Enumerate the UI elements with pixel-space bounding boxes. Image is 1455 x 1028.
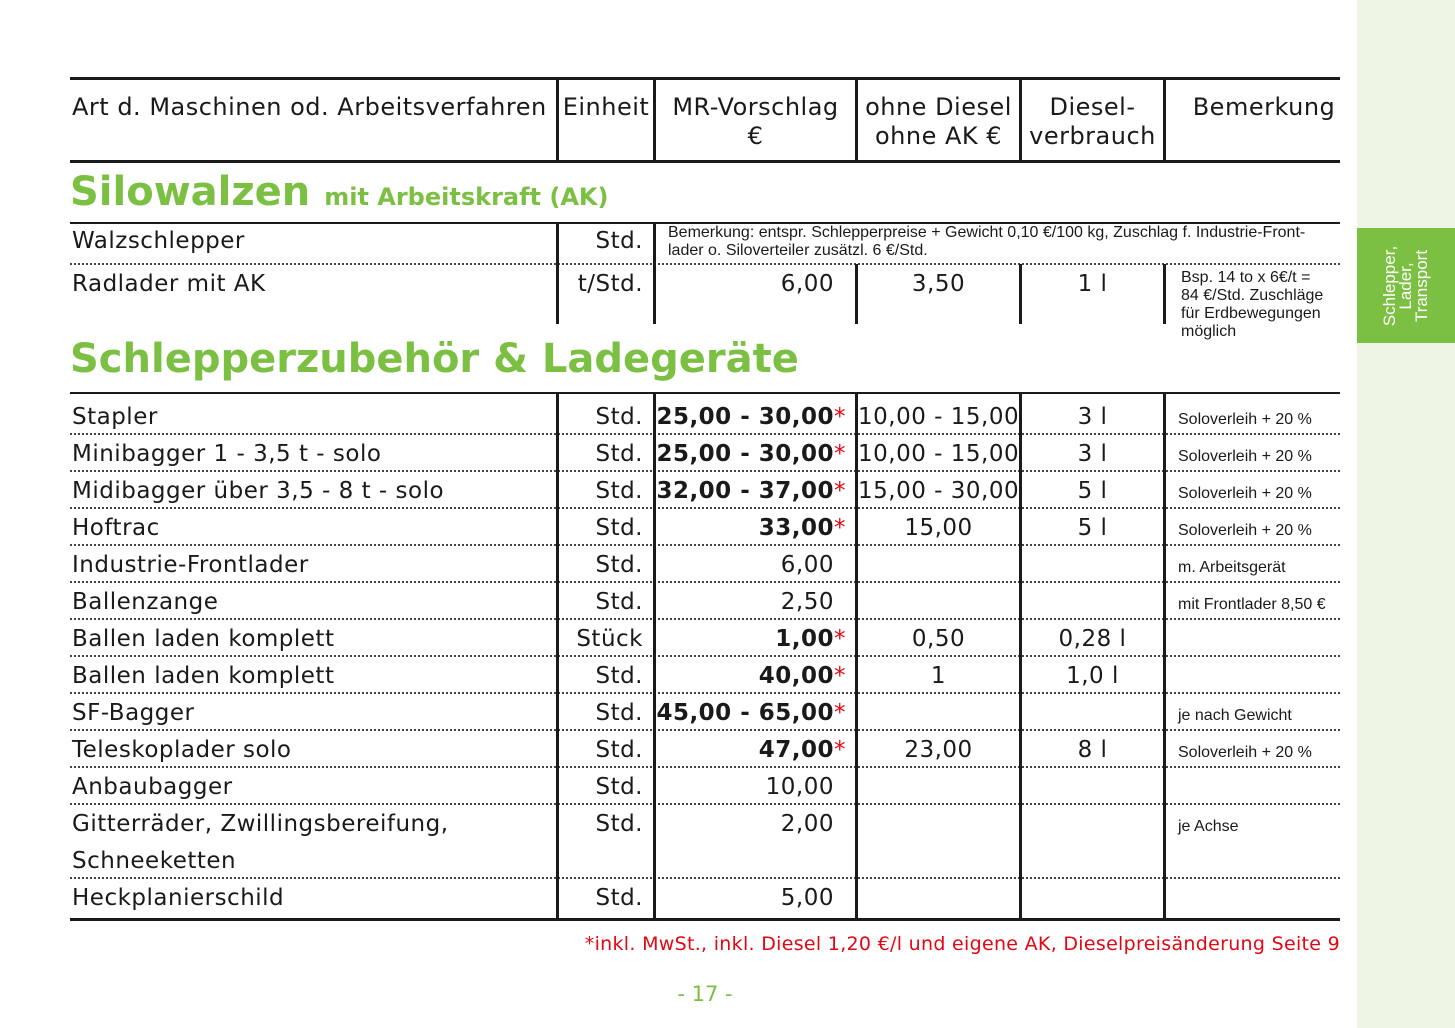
row-divider xyxy=(70,877,1340,879)
row-name: Gitterräder, Zwillingsbereifung, xyxy=(72,811,449,837)
row-unit: Std. xyxy=(595,700,643,726)
chapter-tab-line: Schlepper, xyxy=(1380,245,1399,326)
row-name: Walzschlepper xyxy=(72,228,245,254)
row-divider xyxy=(70,433,1340,435)
row-diesel: 3 l xyxy=(1077,441,1108,467)
row-name: SF-Bagger xyxy=(72,700,195,726)
row-price xyxy=(656,810,848,838)
header-mr-price-line: MR-Vorschlag xyxy=(672,93,839,121)
row-price-value: 45,00 - 65,00 xyxy=(656,700,834,726)
row-unit: Std. xyxy=(595,663,643,689)
row-without-diesel: 1 xyxy=(930,663,947,689)
table-bottom-rule xyxy=(70,918,1340,921)
section-title-zubehoer: Schlepperzubehör & Ladegeräte xyxy=(70,336,799,382)
row-divider xyxy=(70,544,1340,546)
row-price-value: 47,00 xyxy=(758,737,834,763)
column-divider xyxy=(653,394,656,918)
column-divider xyxy=(1019,394,1022,918)
row-divider xyxy=(70,581,1340,583)
row-without-diesel: 15,00 xyxy=(904,515,973,541)
row-remark-line: 84 €/Std. Zuschläge xyxy=(1181,287,1324,304)
row-diesel: 8 l xyxy=(1077,737,1108,763)
row-name: Ballen laden komplett xyxy=(72,663,335,689)
row-remark: Soloverleih + 20 % xyxy=(1178,522,1312,539)
row-name: Anbaubagger xyxy=(72,774,233,800)
column-divider xyxy=(1163,394,1166,918)
row-name: Heckplanierschild xyxy=(72,885,285,911)
row-name: Ballen laden komplett xyxy=(72,626,335,652)
row-price-asterisk: * xyxy=(834,663,846,689)
row-name: Radlader mit AK xyxy=(72,271,266,297)
row-price xyxy=(656,514,848,542)
row-remark-line: möglich xyxy=(1181,323,1237,340)
row-remark xyxy=(1181,269,1323,341)
row-price-asterisk: * xyxy=(834,441,846,467)
row-without-diesel: 15,00 - 30,00 xyxy=(858,478,1020,504)
column-divider xyxy=(1163,264,1166,324)
row-diesel: 1 l xyxy=(1077,271,1108,297)
chapter-tab-label xyxy=(1382,245,1430,325)
column-divider xyxy=(556,394,559,918)
row-price xyxy=(656,662,848,690)
row-price xyxy=(656,699,848,727)
header-without-diesel-line: ohne AK € xyxy=(874,122,1003,150)
row-divider xyxy=(70,766,1340,768)
header-diesel-usage xyxy=(1022,93,1163,151)
row-unit: t/Std. xyxy=(577,271,643,297)
row-without-diesel: 10,00 - 15,00 xyxy=(858,441,1020,467)
row-divider xyxy=(70,729,1340,731)
row-price: 6,00 xyxy=(780,271,834,297)
sidebar-strip xyxy=(1357,0,1455,1028)
row-price xyxy=(656,773,848,801)
row-price-value: 2,00 xyxy=(780,811,834,837)
row-name: Ballenzange xyxy=(72,589,219,615)
row-unit: Std. xyxy=(595,737,643,763)
row-without-diesel: 3,50 xyxy=(911,271,966,297)
chapter-tab-line: Transport xyxy=(1412,249,1431,322)
row-remark xyxy=(668,224,1305,260)
chapter-tab[interactable] xyxy=(1357,228,1455,343)
row-name: Stapler xyxy=(72,404,158,430)
row-without-diesel: 0,50 xyxy=(911,626,966,652)
row-name: Industrie-Frontlader xyxy=(72,552,309,578)
row-name-continued: Schneeketten xyxy=(72,848,237,874)
row-price xyxy=(656,625,848,653)
row-remark-line: lader o. Siloverteiler zusätzl. 6 €/Std. xyxy=(668,242,928,259)
row-remark: mit Frontlader 8,50 € xyxy=(1178,596,1326,613)
row-price-asterisk: * xyxy=(834,626,846,652)
row-remark-line: Bsp. 14 to x 6€/t = xyxy=(1181,269,1311,286)
row-price xyxy=(656,588,848,616)
row-divider xyxy=(70,470,1340,472)
row-divider xyxy=(70,692,1340,694)
row-unit: Std. xyxy=(595,811,643,837)
row-remark: m. Arbeitsgerät xyxy=(1178,559,1286,576)
row-diesel: 5 l xyxy=(1077,515,1108,541)
header-remark: Bemerkung xyxy=(1192,93,1336,121)
row-price-value: 6,00 xyxy=(780,552,834,578)
header-without-diesel-line: ohne Diesel xyxy=(865,93,1012,121)
row-price-value: 25,00 - 30,00 xyxy=(656,404,834,430)
row-price xyxy=(656,440,848,468)
row-unit: Std. xyxy=(595,441,643,467)
row-price xyxy=(656,477,848,505)
row-name: Hoftrac xyxy=(72,515,160,541)
row-unit: Std. xyxy=(595,774,643,800)
row-diesel: 3 l xyxy=(1077,404,1108,430)
row-name: Teleskoplader solo xyxy=(72,737,292,763)
row-without-diesel: 10,00 - 15,00 xyxy=(858,404,1020,430)
row-remark-line: Bemerkung: entspr. Schlepperpreise + Gewicht 0,10 €/100 kg, Zuschlag f. Industrie-Front- xyxy=(668,224,1306,241)
row-price-value: 25,00 - 30,00 xyxy=(656,441,834,467)
header-bottom-rule xyxy=(70,160,1340,163)
row-price xyxy=(656,736,848,764)
row-unit: Std. xyxy=(595,404,643,430)
row-remark: Soloverleih + 20 % xyxy=(1178,744,1312,761)
row-name: Midibagger über 3,5 - 8 t - solo xyxy=(72,478,445,504)
row-divider xyxy=(70,803,1340,805)
section-title-silowalzen xyxy=(70,168,609,221)
header-machine: Art d. Maschinen od. Arbeitsverfahren xyxy=(72,93,547,121)
row-diesel: 5 l xyxy=(1077,478,1108,504)
row-price-value: 40,00 xyxy=(758,663,834,689)
row-price-asterisk: * xyxy=(834,700,846,726)
section2-rule xyxy=(70,392,1340,394)
row-divider xyxy=(70,507,1340,509)
footnote: *inkl. MwSt., inkl. Diesel 1,20 €/l und eigene AK, Dieselpreisänderung Seite 9 xyxy=(584,933,1340,955)
row-price-value: 32,00 - 37,00 xyxy=(656,478,834,504)
section-title-text: Silowalzen xyxy=(70,169,311,215)
header-diesel-usage-line: verbrauch xyxy=(1029,122,1156,150)
row-price-asterisk: * xyxy=(834,515,846,541)
header-diesel-usage-line: Diesel- xyxy=(1049,93,1136,121)
row-price-value: 2,50 xyxy=(780,589,834,615)
row-remark: Soloverleih + 20 % xyxy=(1178,411,1312,428)
row-remark: Soloverleih + 20 % xyxy=(1178,448,1312,465)
row-price-value: 1,00 xyxy=(775,626,834,652)
header-without-diesel xyxy=(858,93,1019,151)
row-without-diesel: 23,00 xyxy=(904,737,973,763)
row-remark-line: für Erdbewegungen xyxy=(1181,305,1321,322)
section-subtitle-text: mit Arbeitskraft (AK) xyxy=(324,183,609,211)
row-unit: Std. xyxy=(595,228,643,254)
header-mr-price-line: € xyxy=(747,122,764,150)
header-unit: Einheit xyxy=(562,93,650,121)
row-remark: Soloverleih + 20 % xyxy=(1178,485,1312,502)
row-diesel: 1,0 l xyxy=(1066,663,1119,689)
row-price xyxy=(656,551,848,579)
row-unit: Std. xyxy=(595,552,643,578)
row-divider xyxy=(70,618,1340,620)
row-divider xyxy=(70,263,1340,265)
row-unit: Std. xyxy=(595,885,643,911)
row-remark: je Achse xyxy=(1178,818,1239,835)
row-remark: je nach Gewicht xyxy=(1178,707,1292,724)
row-divider xyxy=(70,655,1340,657)
row-price-value: 33,00 xyxy=(758,515,834,541)
column-divider xyxy=(855,394,858,918)
row-unit: Stück xyxy=(576,626,643,652)
row-price-asterisk: * xyxy=(834,404,846,430)
row-unit: Std. xyxy=(595,515,643,541)
row-diesel: 0,28 l xyxy=(1058,626,1127,652)
row-price-asterisk: * xyxy=(834,737,846,763)
row-price-value: 10,00 xyxy=(765,774,834,800)
row-price-asterisk: * xyxy=(834,478,846,504)
row-unit: Std. xyxy=(595,478,643,504)
table-top-rule xyxy=(70,77,1340,80)
row-name: Minibagger 1 - 3,5 t - solo xyxy=(72,441,382,467)
page-number: - 17 - xyxy=(677,982,733,1006)
chapter-tab-line: Lader, xyxy=(1396,261,1415,310)
row-unit: Std. xyxy=(595,589,643,615)
header-mr-price xyxy=(656,93,855,151)
row-price xyxy=(656,403,848,431)
row-price-value: 5,00 xyxy=(780,885,834,911)
row-price xyxy=(656,884,848,912)
